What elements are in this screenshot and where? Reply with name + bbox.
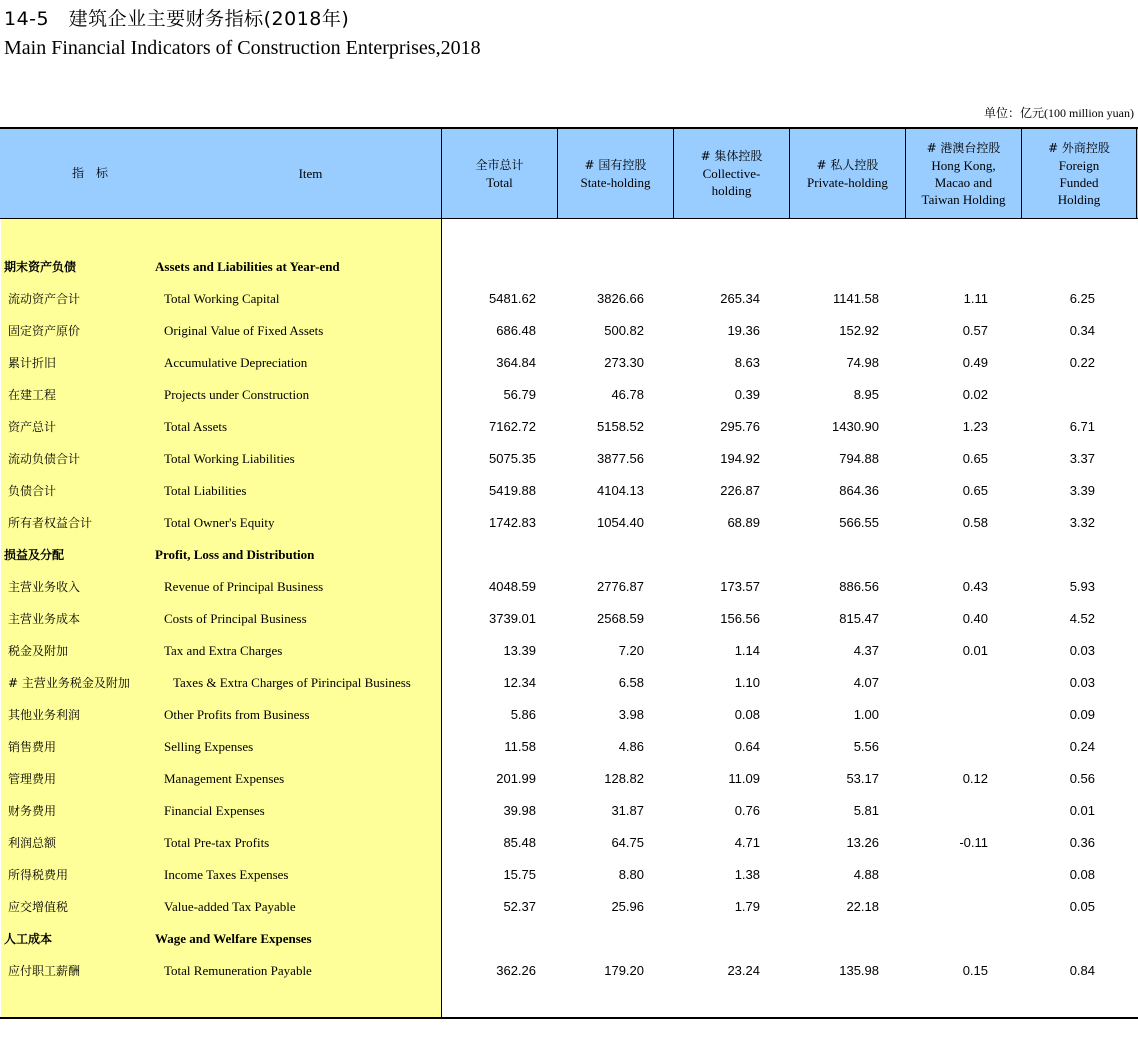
- value-cell: 5075.35: [489, 451, 536, 466]
- value-cell: 5419.88: [489, 483, 536, 498]
- table-row: [0, 795, 1138, 827]
- header-item-label: Item: [298, 166, 323, 181]
- value-cell: 8.63: [734, 355, 760, 370]
- header-private-cn: # 私人控股: [816, 157, 879, 172]
- table-row: [0, 603, 1138, 635]
- indicator-cn: 在建工程: [8, 388, 57, 402]
- value-cell: 13.26: [846, 835, 879, 850]
- value-cell: 1.79: [734, 899, 760, 914]
- indicator-cn: 销售费用: [8, 740, 57, 754]
- value-cell: 135.98: [839, 963, 879, 978]
- value-cell: 4.07: [853, 675, 879, 690]
- value-cell: 0.43: [962, 579, 988, 594]
- value-cell: 11.58: [504, 739, 536, 754]
- value-cell: 0.03: [1069, 643, 1095, 658]
- value-cell: 864.36: [839, 483, 879, 498]
- indicator-cn: 主营业务收入: [8, 580, 81, 594]
- value-cell: 0.34: [1069, 323, 1095, 338]
- header-bottom-rule: [0, 218, 1138, 219]
- value-cell: 31.87: [611, 803, 644, 818]
- value-cell: 179.20: [604, 963, 644, 978]
- table-header: [0, 129, 1138, 218]
- value-cell: 1.38: [734, 867, 760, 882]
- indicator-en: Total Liabilities: [164, 483, 247, 498]
- value-cell: 1430.90: [832, 419, 879, 434]
- value-cell: 85.48: [503, 835, 536, 850]
- table-row: [0, 571, 1138, 603]
- value-cell: 3.39: [1069, 483, 1095, 498]
- value-cell: 1.14: [734, 643, 760, 658]
- value-cell: 3877.56: [597, 451, 644, 466]
- indicator-en: Income Taxes Expenses: [164, 867, 289, 882]
- value-cell: 364.84: [496, 355, 536, 370]
- table-row: [0, 731, 1138, 763]
- table-row: [0, 859, 1138, 891]
- value-cell: 0.03: [1069, 675, 1095, 690]
- value-cell: 46.78: [611, 387, 644, 402]
- value-cell: 0.57: [962, 323, 988, 338]
- value-cell: 4.52: [1069, 611, 1095, 626]
- table-row: [0, 475, 1138, 507]
- indicator-cn: 资产总计: [8, 420, 57, 434]
- value-cell: 3.98: [618, 707, 644, 722]
- indicator-en: Selling Expenses: [164, 739, 254, 754]
- value-cell: 4.86: [618, 739, 644, 754]
- indicator-en: Other Profits from Business: [164, 707, 310, 722]
- indicator-cn: 主营业务成本: [8, 612, 81, 626]
- header-private-en: Private-holding: [807, 174, 888, 190]
- value-cell: 0.56: [1069, 771, 1095, 786]
- value-cell: 12.34: [503, 675, 536, 690]
- value-cell: 4.88: [853, 867, 879, 882]
- value-cell: 5.81: [853, 803, 879, 818]
- section-row: [0, 539, 1138, 571]
- value-cell: 5158.52: [597, 419, 644, 434]
- value-cell: 5.93: [1069, 579, 1095, 594]
- value-cell: 1054.40: [597, 515, 644, 530]
- value-cell: 25.96: [611, 899, 644, 914]
- indicator-en: Accumulative Depreciation: [164, 355, 308, 370]
- header-total: [441, 129, 557, 218]
- table-row: [0, 827, 1138, 859]
- value-cell: 362.26: [496, 963, 536, 978]
- value-cell: 2776.87: [597, 579, 644, 594]
- indicator-en: Total Owner's Equity: [164, 515, 275, 530]
- indicator-cn: 财务费用: [8, 804, 57, 818]
- indicator-cn: 人工成本: [4, 932, 53, 946]
- header-collective: [673, 129, 789, 218]
- indicator-en: Wage and Welfare Expenses: [155, 931, 312, 946]
- value-cell: 194.92: [720, 451, 760, 466]
- indicator-cn: 固定资产原价: [8, 324, 81, 338]
- value-cell: 0.02: [962, 387, 988, 402]
- value-cell: 7.20: [618, 643, 644, 658]
- header-state: [557, 129, 673, 218]
- indicator-en: Original Value of Fixed Assets: [164, 323, 324, 338]
- value-cell: 152.92: [839, 323, 879, 338]
- header-foreign-en3: Holding: [1057, 191, 1101, 207]
- value-cell: 1.00: [853, 707, 879, 722]
- table-bottom-rule: [0, 1017, 1138, 1019]
- unit-label: [984, 104, 1134, 121]
- table-row: [0, 667, 1138, 699]
- value-cell: 500.82: [604, 323, 644, 338]
- value-cell: 0.58: [962, 515, 988, 530]
- value-cell: 3.37: [1069, 451, 1095, 466]
- value-cell: 295.76: [720, 419, 760, 434]
- header-state-cn: # 国有控股: [584, 157, 647, 172]
- value-cell: 5481.62: [489, 291, 536, 306]
- table-row: [0, 891, 1138, 923]
- value-cell: 0.15: [962, 963, 988, 978]
- unit-label-en: (100 million yuan): [1044, 106, 1134, 120]
- value-cell: 15.75: [503, 867, 536, 882]
- indicator-cn: 流动资产合计: [8, 292, 81, 306]
- header-hk-en2: Macao and: [934, 174, 993, 190]
- value-cell: 0.24: [1069, 739, 1095, 754]
- header-foreign-cn: # 外商控股: [1048, 140, 1110, 155]
- indicator-cn: 流动负债合计: [8, 452, 81, 466]
- value-cell: 4.71: [734, 835, 760, 850]
- value-cell: 0.76: [734, 803, 760, 818]
- table-row: [0, 699, 1138, 731]
- indicator-cn: 应付职工薪酬: [8, 964, 81, 978]
- table-row: [0, 635, 1138, 667]
- value-cell: 0.40: [962, 611, 988, 626]
- value-cell: 64.75: [611, 835, 644, 850]
- value-cell: 4.37: [853, 643, 879, 658]
- page-title-chinese: 14-5 建筑企业主要财务指标(2018年): [4, 8, 350, 30]
- section-row: [0, 923, 1138, 955]
- value-cell: 0.01: [1069, 803, 1095, 818]
- header-hk-cn: # 港澳台控股: [926, 140, 1001, 155]
- indicator-en: Profit, Loss and Distribution: [155, 547, 315, 562]
- table-row: [0, 283, 1138, 315]
- table-row: [0, 379, 1138, 411]
- indicator-en: Value-added Tax Payable: [164, 899, 296, 914]
- indicator-en: Costs of Principal Business: [164, 611, 307, 626]
- value-cell: 6.58: [618, 675, 644, 690]
- value-cell: 6.25: [1069, 291, 1095, 306]
- indicator-en: Total Working Liabilities: [164, 451, 295, 466]
- value-cell: 0.01: [962, 643, 988, 658]
- value-cell: 0.22: [1069, 355, 1095, 370]
- value-cell: 0.65: [962, 483, 988, 498]
- value-cell: 74.98: [846, 355, 879, 370]
- indicator-en: Assets and Liabilities at Year-end: [155, 259, 340, 274]
- header-hk: [905, 129, 1021, 218]
- value-cell: 0.08: [734, 707, 760, 722]
- page-title-english: Main Financial Indicators of Construction Enterprises,2018: [4, 37, 481, 59]
- indicator-en: Management Expenses: [164, 771, 285, 786]
- value-cell: 13.39: [503, 643, 536, 658]
- indicator-en: Total Remuneration Payable: [164, 963, 312, 978]
- indicator-en: Total Pre-tax Profits: [164, 835, 270, 850]
- header-indicator-label: 指 标: [71, 166, 108, 180]
- value-cell: 0.64: [734, 739, 760, 754]
- indicator-cn: 应交增值税: [8, 900, 69, 914]
- header-indicator: [0, 129, 180, 218]
- value-cell: 0.39: [734, 387, 760, 402]
- value-cell: 3826.66: [597, 291, 644, 306]
- value-cell: 686.48: [496, 323, 536, 338]
- header-hk-en1: Hong Kong,: [931, 157, 996, 173]
- value-cell: 173.57: [720, 579, 760, 594]
- value-cell: 1.23: [962, 419, 988, 434]
- value-cell: 566.55: [839, 515, 879, 530]
- value-cell: 815.47: [839, 611, 879, 626]
- value-cell: 23.24: [727, 963, 760, 978]
- indicator-cn: 所得税费用: [8, 868, 69, 882]
- value-cell: 4048.59: [489, 579, 536, 594]
- value-cell: 794.88: [839, 451, 879, 466]
- header-private: [789, 129, 905, 218]
- header-item: [180, 129, 441, 218]
- table-row: [0, 443, 1138, 475]
- value-cell: 201.99: [496, 771, 536, 786]
- indicator-en: Taxes & Extra Charges of Pirincipal Business: [173, 675, 411, 690]
- value-cell: 886.56: [839, 579, 879, 594]
- value-cell: 0.84: [1069, 963, 1095, 978]
- table-row: [0, 411, 1138, 443]
- value-cell: 0.65: [962, 451, 988, 466]
- indicator-cn: 税金及附加: [8, 644, 69, 658]
- value-cell: 1.10: [734, 675, 760, 690]
- header-foreign-en1: Foreign: [1058, 157, 1100, 173]
- value-cell: 226.87: [720, 483, 760, 498]
- value-cell: 4104.13: [597, 483, 644, 498]
- value-cell: 39.98: [503, 803, 536, 818]
- value-cell: 5.86: [510, 707, 536, 722]
- header-foreign: [1021, 129, 1137, 218]
- section-row: [0, 251, 1138, 283]
- header-hk-en3: Taiwan Holding: [921, 191, 1006, 207]
- header-collective-en2: holding: [711, 183, 752, 198]
- value-cell: 52.37: [503, 899, 536, 914]
- indicator-cn: 其他业务利润: [8, 708, 81, 722]
- value-cell: 0.08: [1069, 867, 1095, 882]
- header-foreign-en2: Funded: [1059, 174, 1099, 190]
- indicator-cn: 所有者权益合计: [8, 516, 93, 530]
- indicator-en: Tax and Extra Charges: [164, 643, 283, 658]
- value-cell: 0.05: [1069, 899, 1095, 914]
- table-row: [0, 955, 1138, 987]
- value-cell: 2568.59: [597, 611, 644, 626]
- value-cell: 3739.01: [489, 611, 536, 626]
- indicator-en: Projects under Construction: [164, 387, 310, 402]
- value-cell: 68.89: [727, 515, 760, 530]
- indicator-cn: 损益及分配: [4, 548, 65, 562]
- value-cell: 22.18: [846, 899, 879, 914]
- value-cell: 53.17: [846, 771, 879, 786]
- value-cell: 0.49: [962, 355, 988, 370]
- value-cell: 1.11: [963, 291, 988, 306]
- header-state-en: State-holding: [580, 174, 651, 190]
- header-total-en: Total: [486, 174, 513, 190]
- value-cell: 0.09: [1069, 707, 1095, 722]
- value-cell: 265.34: [720, 291, 760, 306]
- value-cell: 128.82: [604, 771, 644, 786]
- value-cell: 1141.58: [832, 291, 879, 306]
- value-cell: 156.56: [720, 611, 760, 626]
- value-cell: 0.12: [962, 771, 988, 786]
- value-cell: 3.32: [1069, 515, 1095, 530]
- indicator-cn: 负债合计: [8, 484, 57, 498]
- table-row: [0, 763, 1138, 795]
- header-collective-cn: # 集体控股: [700, 149, 763, 163]
- indicator-en: Revenue of Principal Business: [164, 579, 324, 594]
- value-cell: 19.36: [727, 323, 760, 338]
- value-cell: -0.11: [959, 835, 988, 850]
- value-cell: 8.80: [618, 867, 644, 882]
- table-row: [0, 347, 1138, 379]
- indicator-cn: # 主营业务税金及附加: [8, 676, 130, 690]
- table-row: [0, 507, 1138, 539]
- header-total-cn: 全市总计: [475, 157, 524, 172]
- value-cell: 11.09: [728, 771, 760, 786]
- indicator-en: Total Working Capital: [164, 291, 280, 306]
- table-row: [0, 315, 1138, 347]
- indicator-cn: 利润总额: [8, 836, 57, 850]
- value-cell: 273.30: [604, 355, 644, 370]
- indicator-cn: 期末资产负债: [4, 260, 77, 274]
- unit-label-cn: 单位：亿元: [983, 106, 1044, 120]
- value-cell: 6.71: [1069, 419, 1095, 434]
- value-cell: 8.95: [853, 387, 879, 402]
- value-cell: 1742.83: [489, 515, 536, 530]
- indicator-en: Financial Expenses: [164, 803, 265, 818]
- header-collective-en1: Collective-: [702, 166, 761, 181]
- indicator-cn: 管理费用: [8, 772, 57, 786]
- indicator-en: Total Assets: [164, 419, 228, 434]
- value-cell: 56.79: [503, 387, 536, 402]
- value-cell: 7162.72: [489, 419, 536, 434]
- value-cell: 0.36: [1069, 835, 1095, 850]
- value-cell: 5.56: [853, 739, 879, 754]
- indicator-cn: 累计折旧: [8, 356, 57, 370]
